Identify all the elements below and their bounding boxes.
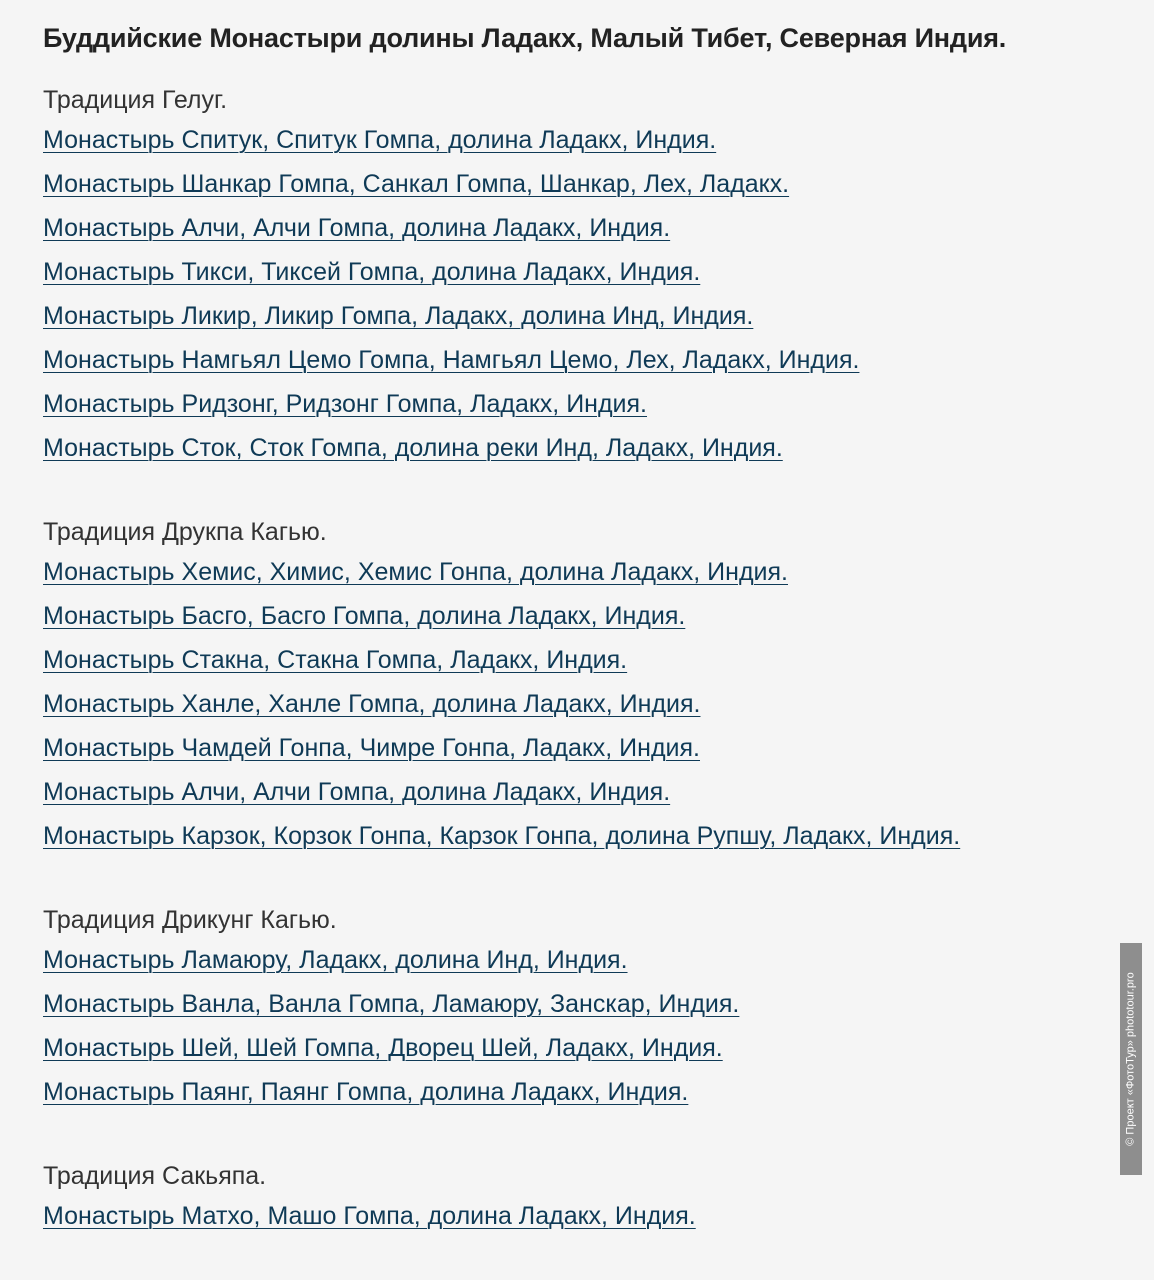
page-title: Буддийские Монастыри долины Ладакх, Малый Тибет, Северная Индия. bbox=[43, 23, 1007, 53]
tradition-heading: Традиция Сакьяпа. bbox=[43, 1162, 267, 1190]
monastery-list bbox=[43, 940, 1123, 1116]
section-sakya bbox=[43, 1156, 1123, 1240]
list-item bbox=[43, 552, 1123, 596]
list-item bbox=[43, 684, 1123, 728]
monastery-link[interactable]: Монастырь Ванла, Ванла Гомпа, Ламаюру, Занскар, Индия. bbox=[43, 990, 740, 1018]
tradition-heading: Традиция Друкпа Кагью. bbox=[43, 518, 327, 546]
watermark bbox=[1120, 943, 1142, 1175]
list-item bbox=[43, 984, 1123, 1028]
monastery-link[interactable]: Монастырь Сток, Сток Гомпа, долина реки Инд, Ладакх, Индия. bbox=[43, 434, 783, 462]
monastery-link[interactable]: Монастырь Намгьял Цемо Гомпа, Намгьял Цемо, Лех, Ладакх, Индия. bbox=[43, 346, 860, 374]
list-item bbox=[43, 120, 1123, 164]
monastery-link[interactable]: Монастырь Басго, Басго Гомпа, долина Ладакх, Индия. bbox=[43, 602, 686, 630]
list-item bbox=[43, 940, 1123, 984]
list-item bbox=[43, 772, 1123, 816]
monastery-link[interactable]: Монастырь Ликир, Ликир Гомпа, Ладакх, долина Инд, Индия. bbox=[43, 302, 754, 330]
monastery-list bbox=[43, 552, 1123, 860]
monastery-link[interactable]: Монастырь Ламаюру, Ладакх, долина Инд, Индия. bbox=[43, 946, 628, 974]
section-drukpa-kagyu bbox=[43, 512, 1123, 860]
list-item bbox=[43, 428, 1123, 472]
section-drikung-kagyu bbox=[43, 900, 1123, 1116]
monastery-link[interactable]: Монастырь Алчи, Алчи Гомпа, долина Ладакх, Индия. bbox=[43, 778, 671, 806]
watermark-text: © Проект «ФотоТур» phototour.pro bbox=[1125, 972, 1138, 1146]
list-item bbox=[43, 252, 1123, 296]
list-item bbox=[43, 164, 1123, 208]
monastery-list bbox=[43, 1196, 1123, 1240]
monastery-link[interactable]: Монастырь Ридзонг, Ридзонг Гомпа, Ладакх, Индия. bbox=[43, 390, 648, 418]
monastery-list bbox=[43, 120, 1123, 472]
list-item bbox=[43, 296, 1123, 340]
list-item bbox=[43, 340, 1123, 384]
list-item bbox=[43, 384, 1123, 428]
tradition-heading: Традиция Гелуг. bbox=[43, 86, 228, 114]
list-item bbox=[43, 1196, 1123, 1240]
list-item bbox=[43, 640, 1123, 684]
monastery-link[interactable]: Монастырь Шанкар Гомпа, Санкал Гомпа, Шанкар, Лех, Ладакх. bbox=[43, 170, 790, 198]
list-item bbox=[43, 816, 1123, 860]
monastery-link[interactable]: Монастырь Паянг, Паянг Гомпа, долина Ладакх, Индия. bbox=[43, 1078, 689, 1106]
monastery-link[interactable]: Монастырь Шей, Шей Гомпа, Дворец Шей, Ладакх, Индия. bbox=[43, 1034, 723, 1062]
monastery-link[interactable]: Монастырь Карзок, Корзок Гонпа, Карзок Гонпа, долина Рупшу, Ладакх, Индия. bbox=[43, 822, 961, 850]
list-item bbox=[43, 596, 1123, 640]
monastery-link[interactable]: Монастырь Матхо, Машо Гомпа, долина Ладакх, Индия. bbox=[43, 1202, 696, 1230]
section-gelug bbox=[43, 80, 1123, 472]
monastery-link[interactable]: Монастырь Алчи, Алчи Гомпа, долина Ладакх, Индия. bbox=[43, 214, 671, 242]
monastery-link[interactable]: Монастырь Чамдей Гонпа, Чимре Гонпа, Ладакх, Индия. bbox=[43, 734, 700, 762]
monastery-link[interactable]: Монастырь Хемис, Химис, Хемис Гонпа, долина Ладакх, Индия. bbox=[43, 558, 788, 586]
list-item bbox=[43, 208, 1123, 252]
tradition-heading: Традиция Дрикунг Кагью. bbox=[43, 906, 337, 934]
list-item bbox=[43, 728, 1123, 772]
monastery-link[interactable]: Монастырь Спитук, Спитук Гомпа, долина Ладакх, Индия. bbox=[43, 126, 717, 154]
list-item bbox=[43, 1072, 1123, 1116]
monastery-link[interactable]: Монастырь Стакна, Стакна Гомпа, Ладакх, Индия. bbox=[43, 646, 628, 674]
monastery-link[interactable]: Монастырь Ханле, Ханле Гомпа, долина Ладакх, Индия. bbox=[43, 690, 701, 718]
list-item bbox=[43, 1028, 1123, 1072]
article-content bbox=[43, 18, 1123, 1280]
monastery-link[interactable]: Монастырь Тикси, Тиксей Гомпа, долина Ладакх, Индия. bbox=[43, 258, 701, 286]
